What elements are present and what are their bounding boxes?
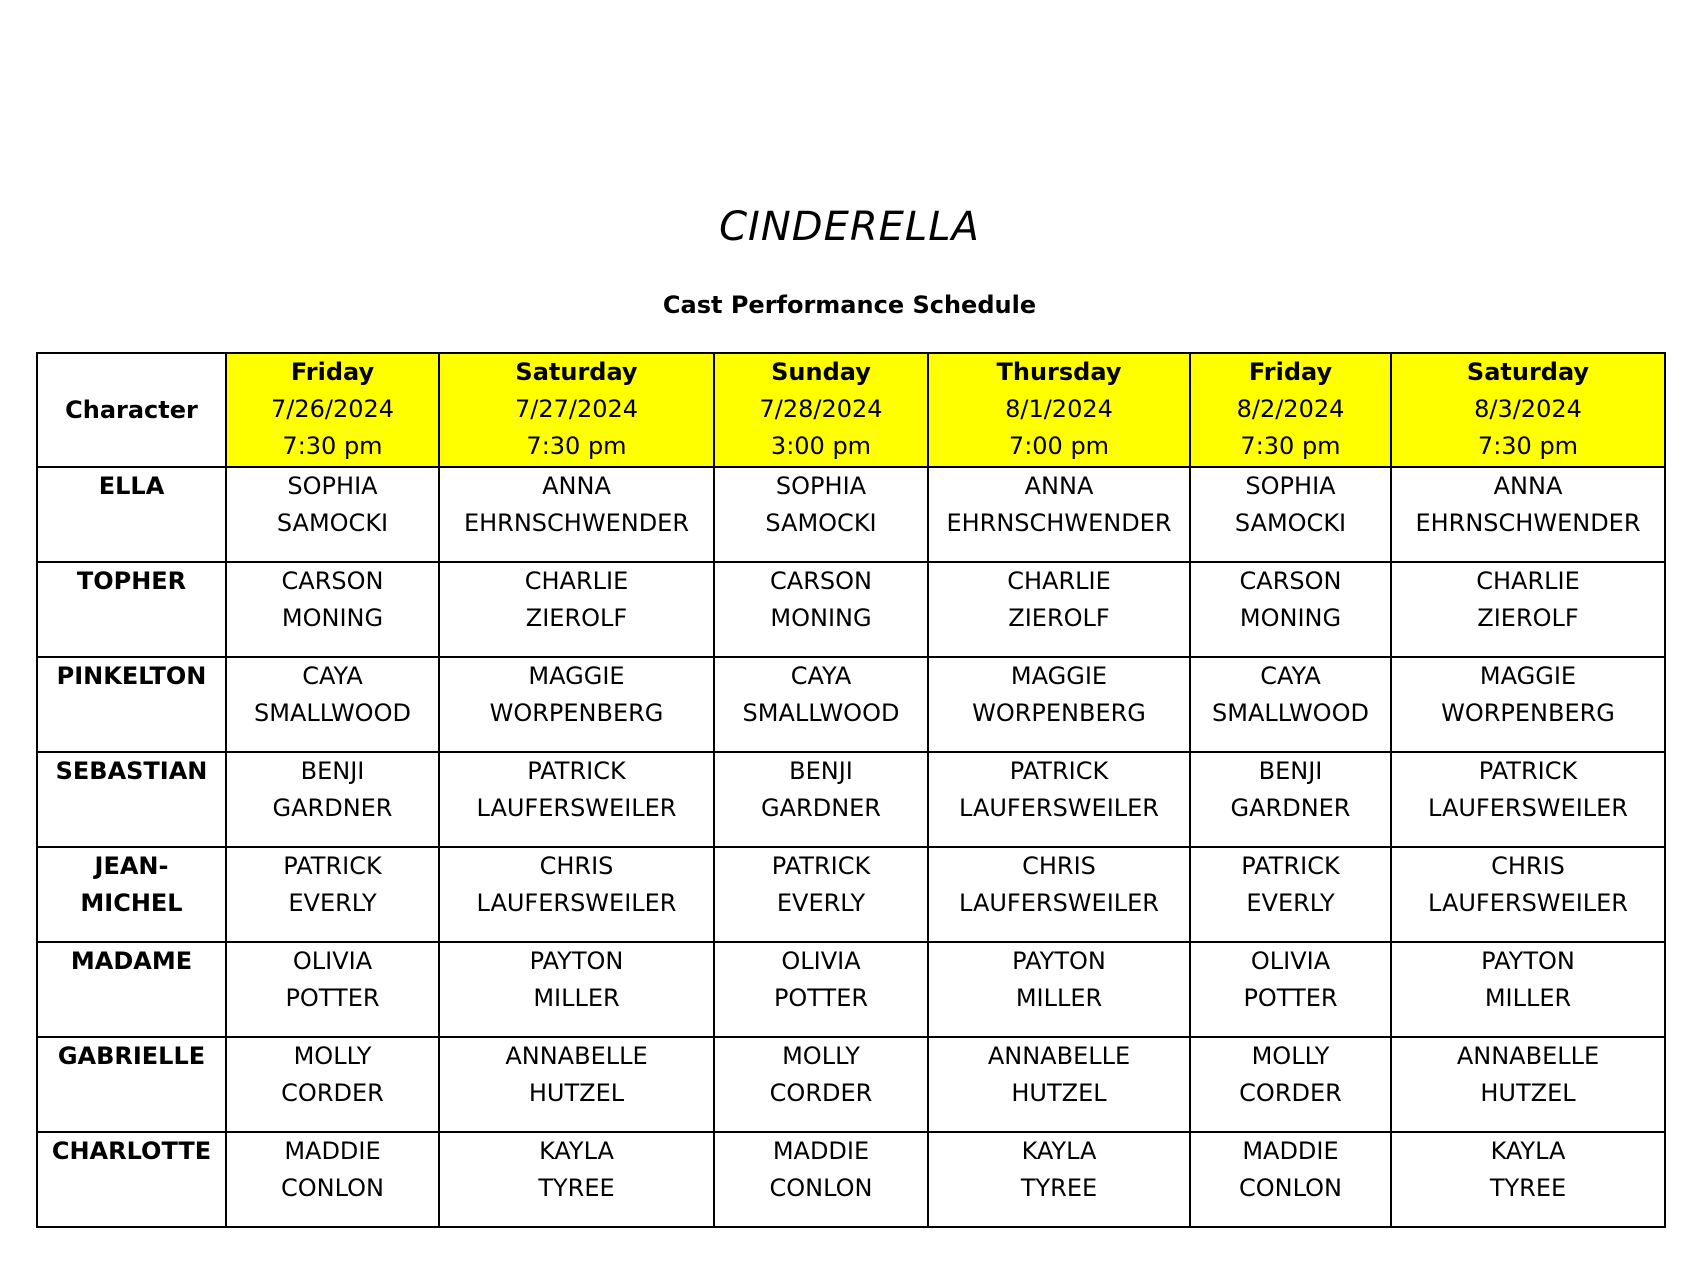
actor-first-name: PATRICK xyxy=(1241,852,1340,880)
actor-last-name: EVERLY xyxy=(288,889,377,917)
actor-first-name: MADDIE xyxy=(1242,1137,1339,1165)
actor-first-name: PATRICK xyxy=(1478,757,1578,785)
actor-last-name: EVERLY xyxy=(1246,889,1335,917)
cast-cell xyxy=(714,657,928,752)
cast-cell xyxy=(226,752,439,847)
performance-day: Saturday xyxy=(1466,358,1590,386)
performance-header xyxy=(928,353,1190,467)
character-name-line: JEAN- xyxy=(94,852,169,880)
actor-last-name: LAUFERSWEILER xyxy=(1428,889,1628,917)
actor-last-name: HUTZEL xyxy=(528,1079,625,1107)
actor-first-name: CARSON xyxy=(281,567,384,595)
actor-last-name: LAUFERSWEILER xyxy=(476,794,677,822)
cast-cell xyxy=(928,847,1190,942)
cast-cell xyxy=(226,1132,439,1227)
actor-first-name: MADDIE xyxy=(772,1137,870,1165)
performance-header xyxy=(714,353,928,467)
actor-first-name: OLIVIA xyxy=(1250,947,1331,975)
performance-date: 7/27/2024 xyxy=(514,395,639,423)
actor-last-name: CONLON xyxy=(769,1174,873,1202)
performance-day: Thursday xyxy=(996,358,1122,386)
actor-last-name: EVERLY xyxy=(776,889,866,917)
actor-first-name: KAYLA xyxy=(539,1137,614,1165)
table-row xyxy=(37,752,1665,847)
actor-first-name: BENJI xyxy=(789,757,853,785)
character-name-line: GABRIELLE xyxy=(57,1042,206,1070)
actor-first-name: PAYTON xyxy=(1481,947,1575,975)
actor-first-name: PAYTON xyxy=(529,947,624,975)
performance-date: 8/3/2024 xyxy=(1474,395,1582,423)
actor-last-name: ZIEROLF xyxy=(525,604,628,632)
actor-first-name: PATRICK xyxy=(1009,757,1109,785)
schedule-body xyxy=(37,467,1665,1227)
actor-first-name: OLIVIA xyxy=(781,947,861,975)
character-name-line: ELLA xyxy=(98,472,165,500)
actor-first-name: OLIVIA xyxy=(292,947,373,975)
actor-last-name: HUTZEL xyxy=(1480,1079,1576,1107)
actor-last-name: HUTZEL xyxy=(1011,1079,1107,1107)
actor-last-name: SAMOCKI xyxy=(276,509,389,537)
performance-time: 7:30 pm xyxy=(1477,432,1579,460)
actor-first-name: PATRICK xyxy=(527,757,626,785)
cast-cell xyxy=(1391,467,1665,562)
character-name-cell xyxy=(37,467,226,562)
character-name-cell xyxy=(37,562,226,657)
actor-first-name: CHARLIE xyxy=(1476,567,1580,595)
actor-last-name: SMALLWOOD xyxy=(254,699,411,727)
actor-last-name: SMALLWOOD xyxy=(1212,699,1369,727)
actor-last-name: TYREE xyxy=(538,1174,615,1202)
cast-cell xyxy=(439,657,714,752)
performance-date: 7/28/2024 xyxy=(759,395,883,423)
actor-first-name: PAYTON xyxy=(1012,947,1106,975)
cast-cell xyxy=(226,942,439,1037)
actor-last-name: GARDNER xyxy=(272,794,393,822)
performance-time: 7:30 pm xyxy=(526,432,627,460)
cast-cell xyxy=(1391,562,1665,657)
cast-cell xyxy=(226,1037,439,1132)
cast-cell xyxy=(1391,657,1665,752)
actor-last-name: EHRNSCHWENDER xyxy=(463,509,690,537)
actor-last-name: EHRNSCHWENDER xyxy=(946,509,1172,537)
actor-last-name: WORPENBERG xyxy=(489,699,664,727)
character-column-header: Character xyxy=(37,353,226,467)
cast-cell xyxy=(1190,657,1391,752)
performance-day: Saturday xyxy=(515,358,638,386)
cast-cell xyxy=(928,1037,1190,1132)
actor-first-name: CHARLIE xyxy=(524,567,629,595)
actor-first-name: ANNA xyxy=(1493,472,1563,500)
actor-first-name: CHRIS xyxy=(539,852,614,880)
cast-cell xyxy=(714,942,928,1037)
actor-last-name: MONING xyxy=(770,604,872,632)
actor-first-name: SOPHIA xyxy=(287,472,378,500)
actor-last-name: LAUFERSWEILER xyxy=(959,794,1159,822)
cast-cell xyxy=(714,467,928,562)
performance-time: 7:30 pm xyxy=(282,432,383,460)
character-name-cell xyxy=(37,847,226,942)
table-row xyxy=(37,942,1665,1037)
cast-cell xyxy=(1190,942,1391,1037)
cast-cell xyxy=(439,752,714,847)
actor-last-name: WORPENBERG xyxy=(1441,699,1615,727)
actor-first-name: CAYA xyxy=(790,662,852,690)
character-name-cell xyxy=(37,1132,226,1227)
actor-last-name: MILLER xyxy=(533,984,620,1012)
cast-cell xyxy=(1190,1037,1391,1132)
actor-last-name: CORDER xyxy=(1239,1079,1342,1107)
cast-cell xyxy=(928,752,1190,847)
cast-schedule-table xyxy=(36,352,1666,1228)
actor-first-name: SOPHIA xyxy=(1245,472,1336,500)
cast-cell xyxy=(439,942,714,1037)
actor-last-name: MONING xyxy=(1239,604,1342,632)
character-name-line: TOPHER xyxy=(76,567,187,595)
cast-cell xyxy=(226,562,439,657)
actor-last-name: WORPENBERG xyxy=(972,699,1146,727)
actor-last-name: GARDNER xyxy=(761,794,881,822)
actor-last-name: MILLER xyxy=(1015,984,1103,1012)
cast-cell xyxy=(439,847,714,942)
actor-last-name: SAMOCKI xyxy=(765,509,877,537)
actor-first-name: CAYA xyxy=(1260,662,1321,690)
actor-first-name: MAGGIE xyxy=(1010,662,1108,690)
cast-cell xyxy=(714,1037,928,1132)
performance-day: Sunday xyxy=(771,358,871,386)
character-name-cell xyxy=(37,1037,226,1132)
performance-time: 7:30 pm xyxy=(1240,432,1341,460)
cast-cell xyxy=(439,1132,714,1227)
cast-cell xyxy=(439,562,714,657)
cast-cell xyxy=(1391,1132,1665,1227)
cast-cell xyxy=(1190,562,1391,657)
actor-last-name: ZIEROLF xyxy=(1477,604,1579,632)
performance-header xyxy=(439,353,714,467)
table-row xyxy=(37,847,1665,942)
actor-last-name: POTTER xyxy=(285,984,380,1012)
header-row xyxy=(37,353,1665,467)
table-row xyxy=(37,1132,1665,1227)
actor-first-name: CARSON xyxy=(1239,567,1342,595)
performance-header xyxy=(226,353,439,467)
character-name-line: CHARLOTTE xyxy=(51,1137,212,1165)
cast-cell xyxy=(1391,942,1665,1037)
character-name-line: MADAME xyxy=(70,947,193,975)
cast-cell xyxy=(226,657,439,752)
cast-cell xyxy=(928,1132,1190,1227)
performance-date: 8/1/2024 xyxy=(1005,395,1113,423)
actor-last-name: LAUFERSWEILER xyxy=(1428,794,1628,822)
actor-first-name: MOLLY xyxy=(1251,1042,1330,1070)
cast-cell xyxy=(1190,847,1391,942)
cast-cell xyxy=(928,657,1190,752)
table-row xyxy=(37,467,1665,562)
character-name-line: MICHEL xyxy=(80,889,183,917)
cast-cell xyxy=(439,467,714,562)
actor-last-name: SMALLWOOD xyxy=(742,699,900,727)
actor-first-name: ANNABELLE xyxy=(505,1042,648,1070)
performance-header xyxy=(1190,353,1391,467)
document-title: CINDERELLA xyxy=(719,204,980,250)
actor-last-name: ZIEROLF xyxy=(1008,604,1110,632)
actor-last-name: LAUFERSWEILER xyxy=(476,889,677,917)
actor-first-name: ANNA xyxy=(542,472,611,500)
character-name-line: SEBASTIAN xyxy=(55,757,208,785)
actor-last-name: GARDNER xyxy=(1230,794,1351,822)
actor-first-name: BENJI xyxy=(1258,757,1323,785)
actor-first-name: CHRIS xyxy=(1022,852,1096,880)
actor-first-name: ANNABELLE xyxy=(1456,1042,1600,1070)
actor-first-name: ANNABELLE xyxy=(987,1042,1131,1070)
cast-cell xyxy=(1391,752,1665,847)
actor-first-name: BENJI xyxy=(300,757,365,785)
actor-last-name: CORDER xyxy=(281,1079,384,1107)
performance-date: 7/26/2024 xyxy=(270,395,395,423)
performance-day: Friday xyxy=(290,358,375,386)
actor-first-name: MADDIE xyxy=(284,1137,381,1165)
cast-cell xyxy=(1190,1132,1391,1227)
actor-first-name: KAYLA xyxy=(1490,1137,1566,1165)
actor-first-name: SOPHIA xyxy=(775,472,867,500)
actor-last-name: TYREE xyxy=(1020,1174,1098,1202)
cast-cell xyxy=(714,1132,928,1227)
actor-last-name: MILLER xyxy=(1484,984,1572,1012)
actor-first-name: MAGGIE xyxy=(528,662,625,690)
actor-last-name: MONING xyxy=(281,604,384,632)
performance-day: Friday xyxy=(1248,358,1333,386)
actor-first-name: MAGGIE xyxy=(1479,662,1577,690)
cast-cell xyxy=(226,467,439,562)
table-row xyxy=(37,657,1665,752)
cast-cell xyxy=(1391,847,1665,942)
cast-cell xyxy=(714,752,928,847)
cast-cell xyxy=(1190,752,1391,847)
actor-last-name: SAMOCKI xyxy=(1234,509,1347,537)
actor-first-name: CAYA xyxy=(302,662,363,690)
character-name-cell xyxy=(37,752,226,847)
cast-cell xyxy=(928,942,1190,1037)
cast-cell xyxy=(928,467,1190,562)
actor-last-name: CONLON xyxy=(281,1174,384,1202)
performance-header xyxy=(1391,353,1665,467)
actor-first-name: ANNA xyxy=(1024,472,1094,500)
actor-first-name: CHRIS xyxy=(1491,852,1565,880)
actor-last-name: POTTER xyxy=(1243,984,1338,1012)
actor-last-name: POTTER xyxy=(773,984,869,1012)
cast-cell xyxy=(1391,1037,1665,1132)
character-name-line: PINKELTON xyxy=(56,662,207,690)
cast-cell xyxy=(226,847,439,942)
actor-last-name: EHRNSCHWENDER xyxy=(1415,509,1641,537)
document-subtitle: Cast Performance Schedule xyxy=(662,291,1037,319)
table-row xyxy=(37,1037,1665,1132)
actor-first-name: MOLLY xyxy=(782,1042,860,1070)
character-name-cell xyxy=(37,942,226,1037)
performance-time: 7:00 pm xyxy=(1008,432,1110,460)
actor-first-name: CARSON xyxy=(770,567,872,595)
actor-last-name: TYREE xyxy=(1489,1174,1567,1202)
cast-cell xyxy=(714,562,928,657)
actor-first-name: MOLLY xyxy=(293,1042,372,1070)
actor-first-name: PATRICK xyxy=(771,852,871,880)
actor-last-name: CONLON xyxy=(1239,1174,1342,1202)
actor-first-name: CHARLIE xyxy=(1007,567,1111,595)
cast-cell xyxy=(1190,467,1391,562)
performance-time: 3:00 pm xyxy=(770,432,872,460)
performance-date: 8/2/2024 xyxy=(1236,395,1345,423)
cast-cell xyxy=(439,1037,714,1132)
actor-last-name: CORDER xyxy=(769,1079,873,1107)
cast-cell xyxy=(714,847,928,942)
actor-first-name: PATRICK xyxy=(283,852,382,880)
actor-first-name: KAYLA xyxy=(1021,1137,1097,1165)
character-name-cell xyxy=(37,657,226,752)
actor-last-name: LAUFERSWEILER xyxy=(959,889,1159,917)
cast-cell xyxy=(928,562,1190,657)
table-row xyxy=(37,562,1665,657)
